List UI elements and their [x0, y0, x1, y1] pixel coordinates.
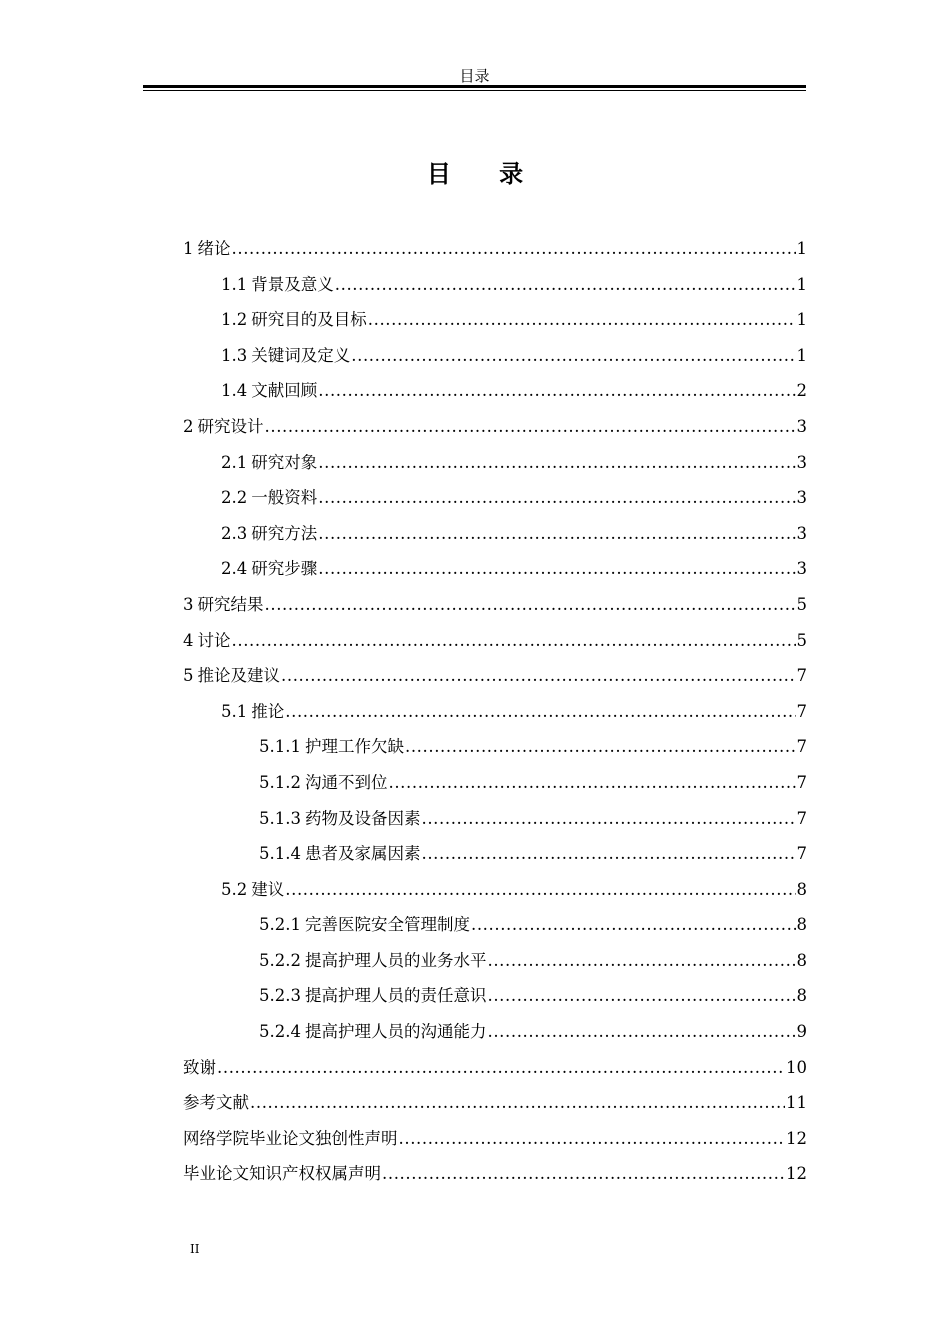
toc-entry-page: 9 [796, 1022, 807, 1042]
toc-entry-page: 2 [796, 381, 807, 401]
toc-entry-title: 网络学院毕业论文独创性声明 [183, 1128, 398, 1148]
toc-entry[interactable] [183, 237, 807, 273]
toc-entry-page: 3 [796, 488, 807, 508]
toc-entry[interactable] [183, 451, 807, 487]
toc-entry-title: 研究对象 [251, 452, 318, 472]
toc-entry-number: 1.2 [221, 310, 248, 330]
toc-entry[interactable] [183, 949, 807, 985]
toc-entry-page: 3 [796, 416, 807, 436]
toc-entry[interactable] [183, 771, 807, 807]
toc-entry[interactable] [183, 700, 807, 736]
toc-entry-title: 沟通不到位 [304, 772, 388, 792]
toc-dot-leader [487, 984, 795, 1008]
toc-dot-leader [265, 415, 796, 439]
toc-entry-title: 研究方法 [251, 523, 318, 543]
toc-entry-number: 1.1 [221, 274, 248, 294]
toc-entry-title: 提高护理人员的业务水平 [304, 950, 487, 970]
toc-entry-number: 5.1 [221, 701, 248, 721]
toc-entry-page: 8 [796, 879, 807, 899]
toc-entry[interactable] [183, 735, 807, 771]
toc-dot-leader [318, 522, 795, 546]
toc-dot-leader [335, 273, 796, 297]
toc-entry-number: 4 [183, 630, 194, 650]
toc-entry-page: 12 [786, 1164, 807, 1184]
toc-entry-page: 7 [796, 844, 807, 864]
toc-entry-title: 文献回顾 [251, 381, 318, 401]
toc-entry-page: 5 [796, 594, 807, 614]
toc-dot-leader [351, 344, 795, 368]
toc-dot-leader [421, 842, 795, 866]
toc-entry-number: 5.2.1 [259, 915, 301, 935]
toc-entry[interactable] [183, 308, 807, 344]
header-rule-thick [143, 85, 806, 88]
toc-entry-number: 5.1.2 [259, 772, 301, 792]
toc-dot-leader [318, 486, 795, 510]
toc-dot-leader [318, 379, 795, 403]
toc-dot-leader [487, 1020, 795, 1044]
toc-entry-title: 建议 [251, 879, 285, 899]
toc-entry-page: 7 [796, 666, 807, 686]
toc-entry[interactable] [183, 1162, 807, 1198]
toc-dot-leader [285, 878, 795, 902]
toc-dot-leader [487, 949, 795, 973]
toc-entry[interactable] [183, 984, 807, 1020]
toc-entry[interactable] [183, 842, 807, 878]
toc-entry-page: 12 [786, 1128, 807, 1148]
toc-entry-title: 研究步骤 [251, 559, 318, 579]
toc-entry-number: 5.2.4 [259, 1022, 301, 1042]
toc-entry-page: 8 [796, 950, 807, 970]
toc-entry-page: 8 [796, 915, 807, 935]
toc-entry-title: 背景及意义 [251, 274, 334, 294]
toc-entry-page: 1 [796, 345, 807, 365]
toc-entry-title: 毕业论文知识产权权属声明 [183, 1164, 381, 1184]
toc-entry-number: 5.1.4 [259, 844, 301, 864]
toc-entry[interactable] [183, 486, 807, 522]
toc-entry[interactable] [183, 913, 807, 949]
toc-entry-title: 推论及建议 [197, 666, 280, 686]
toc-entry-page: 5 [796, 630, 807, 650]
toc-entry-page: 11 [786, 1093, 807, 1113]
toc-dot-leader [232, 237, 796, 261]
toc-entry[interactable] [183, 1127, 807, 1163]
toc-entry-page: 3 [796, 452, 807, 472]
toc-entry-number: 2.4 [221, 559, 248, 579]
toc-entry-title: 讨论 [197, 630, 231, 650]
toc-entry-page: 7 [796, 737, 807, 757]
toc-entry-number: 5.1.3 [259, 808, 301, 828]
toc-entry[interactable] [183, 522, 807, 558]
toc-entry-number: 1.4 [221, 381, 248, 401]
toc-dot-leader [281, 664, 796, 688]
toc-entry-number: 5.2.2 [259, 950, 301, 970]
toc-title: 目 录 [426, 159, 544, 188]
toc-entry[interactable] [183, 557, 807, 593]
toc-entry-number: 2 [183, 416, 194, 436]
toc-entry-page: 1 [796, 310, 807, 330]
toc-entry-title: 完善医院安全管理制度 [304, 915, 470, 935]
toc-dot-leader [250, 1091, 785, 1115]
toc-entry-title: 研究目的及目标 [251, 310, 367, 330]
toc-entry-number: 5.2.3 [259, 986, 301, 1006]
toc-dot-leader [265, 593, 796, 617]
toc-entry[interactable] [183, 1091, 807, 1127]
toc-entry-title: 提高护理人员的责任意识 [304, 986, 487, 1006]
toc-entry-title: 研究设计 [197, 416, 264, 436]
toc-entry-page: 3 [796, 523, 807, 543]
toc-dot-leader [318, 451, 795, 475]
toc-entry-page: 1 [796, 239, 807, 258]
toc-dot-leader [471, 913, 796, 937]
toc-entry[interactable] [183, 629, 807, 665]
toc-entry-title: 提高护理人员的沟通能力 [304, 1022, 487, 1042]
toc-entry-title: 参考文献 [183, 1093, 249, 1113]
toc-entry-title: 研究结果 [197, 594, 264, 614]
toc-entry-number: 1 [183, 239, 194, 258]
toc-entry-title: 患者及家属因素 [304, 844, 421, 864]
running-header: 目录 [459, 67, 490, 85]
toc-entry-page: 10 [786, 1057, 807, 1077]
toc-entry-number: 2.2 [221, 488, 248, 508]
toc-entry-title: 关键词及定义 [251, 345, 351, 365]
toc-entry[interactable] [183, 344, 807, 380]
toc-entry[interactable] [183, 379, 807, 415]
toc-entry-title: 一般资料 [251, 488, 318, 508]
toc-entry[interactable] [183, 593, 807, 629]
toc-entry[interactable] [183, 807, 807, 843]
toc-dot-leader [382, 1162, 785, 1186]
toc-entry-page: 3 [796, 559, 807, 579]
toc-dot-leader [318, 557, 795, 581]
toc-dot-leader [217, 1056, 785, 1080]
toc-dot-leader [399, 1127, 786, 1151]
toc-entry-number: 2.3 [221, 523, 248, 543]
toc-entry-title: 护理工作欠缺 [304, 737, 404, 757]
toc-entry-page: 1 [796, 274, 807, 294]
toc-entry-title: 致谢 [183, 1057, 216, 1077]
toc-entry[interactable] [183, 878, 807, 914]
toc-entry-page: 7 [796, 808, 807, 828]
toc-dot-leader [285, 700, 795, 724]
toc-dot-leader [421, 807, 795, 831]
toc-dot-leader [232, 629, 796, 653]
toc-entry-number: 2.1 [221, 452, 248, 472]
toc-entry-page: 7 [796, 772, 807, 792]
toc-entry-title: 绪论 [197, 239, 231, 258]
toc-entry-number: 1.3 [221, 345, 248, 365]
toc-entry-number: 3 [183, 594, 194, 614]
toc-entry[interactable] [183, 664, 807, 700]
toc-entry[interactable] [183, 1056, 807, 1092]
toc-entry-number: 5.1.1 [259, 737, 301, 757]
toc-list [183, 237, 807, 1198]
toc-entry[interactable] [183, 1020, 807, 1056]
toc-entry-title: 推论 [251, 701, 285, 721]
toc-dot-leader [405, 735, 796, 759]
toc-entry[interactable] [183, 273, 807, 309]
toc-entry-number: 5 [183, 666, 194, 686]
toc-entry-number: 5.2 [221, 879, 248, 899]
toc-dot-leader [388, 771, 795, 795]
toc-entry-page: 7 [796, 701, 807, 721]
toc-entry-page: 8 [796, 986, 807, 1006]
toc-entry[interactable] [183, 415, 807, 451]
toc-dot-leader [368, 308, 796, 332]
toc-entry-title: 药物及设备因素 [304, 808, 421, 828]
page-number: II [190, 1242, 200, 1256]
header-rule-thin [143, 90, 806, 91]
